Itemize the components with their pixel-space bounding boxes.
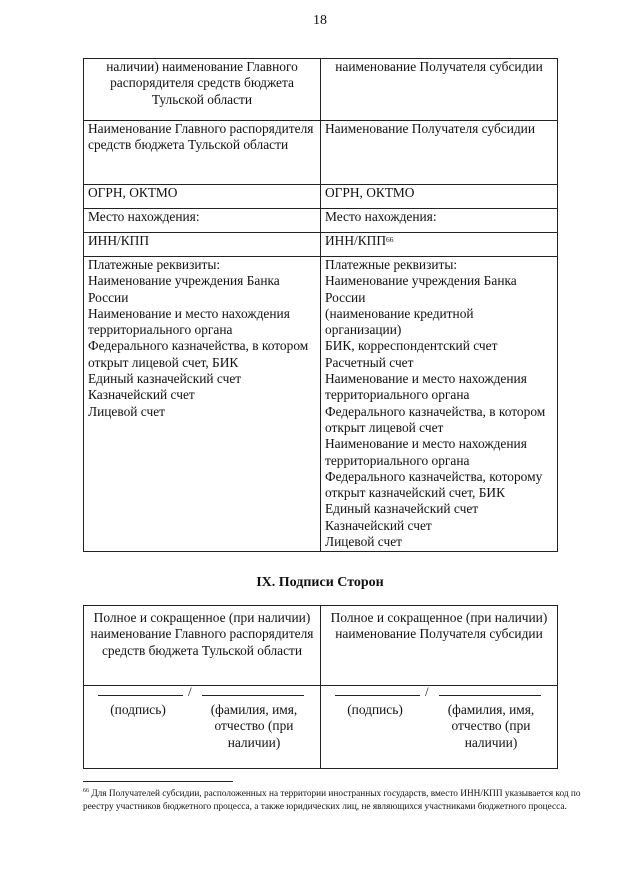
payment-line: Платежные реквизиты: <box>88 257 221 272</box>
payment-line: Казначейский счет <box>88 387 195 403</box>
footnote-marker: 66 <box>83 788 89 794</box>
right-payment-cell <box>321 257 558 552</box>
header-right-cell: наименование Получателя субсидии <box>321 59 558 121</box>
payment-line: Единый казначейский счет <box>325 501 479 517</box>
left-payment-cell <box>84 257 321 552</box>
table-row <box>84 606 558 686</box>
payment-line: Наименование учреждения Банка России <box>88 273 280 305</box>
payment-line: Наименование и место нахождения территориального органа Федерального казначейства, в котором открыт лицевой счет <box>325 371 546 435</box>
left-inn-cell: ИНН/КПП <box>84 233 321 257</box>
name-line <box>439 695 541 696</box>
signature-line <box>98 695 183 696</box>
right-inn-cell <box>321 233 558 257</box>
payment-line: Наименование и место нахождения территориального органа Федерального казначейства, в котором открыт лицевой счет, БИК <box>88 305 309 370</box>
table-row <box>84 59 558 121</box>
right-name-cell: Наименование Получателя субсидии <box>321 121 558 185</box>
signature-area <box>325 686 553 768</box>
left-location-cell: Место нахождения: <box>84 209 321 233</box>
section-title: IX. Подписи Сторон <box>256 575 384 590</box>
table-row <box>84 257 558 552</box>
signature-cell-left <box>84 686 321 769</box>
signature-line <box>335 695 420 696</box>
payment-line: Казначейский счет <box>325 517 432 533</box>
payment-line: Лицевой счет <box>88 403 166 419</box>
payment-line: Наименование и место нахождения территориального органа Федерального казначейства, которому открыт казначейский счет, БИК <box>325 436 543 501</box>
footnote-reference: 66 <box>386 235 394 244</box>
footnote <box>83 785 583 814</box>
table-row <box>84 233 558 257</box>
left-name-cell: Наименование Главного распорядителя средств бюджета Тульской области <box>84 121 321 185</box>
payment-line: (наименование кредитной организации) <box>325 305 474 338</box>
signature-caption: (подпись) <box>110 702 166 717</box>
requisites-table <box>83 58 558 552</box>
table-row <box>84 686 558 769</box>
right-location-cell: Место нахождения: <box>321 209 558 233</box>
payment-line: Единый казначейский счет <box>88 371 242 387</box>
footnote-text: Для Получателей субсидии, расположенных на территории иностранных государств, вместо ИНН/КПП указывается код по реестру участников бюджетного процесса, а также юридических лиц, не являющихся участниками бюджетного процесса. <box>83 789 581 813</box>
name-caption: (фамилия, имя, отчество (при наличии) <box>447 702 535 750</box>
right-inn-text: ИНН/КПП <box>325 233 387 248</box>
left-ogrn-cell: ОГРН, ОКТМО <box>84 185 321 209</box>
payment-line: Наименование учреждения Банка России <box>325 273 517 305</box>
signature-header-left: Полное и сокращенное (при наличии) наименование Главного распорядителя средств бюджета Тульской области <box>84 606 321 686</box>
signature-table <box>83 605 558 769</box>
signature-cell-right <box>321 686 558 769</box>
payment-line: Расчетный счет <box>325 354 414 370</box>
payment-line: Лицевой счет <box>325 534 403 550</box>
signature-area <box>88 686 316 768</box>
name-line <box>202 695 304 696</box>
table-row <box>84 121 558 185</box>
payment-line: Платежные реквизиты: <box>325 257 458 272</box>
signature-caption: (подпись) <box>347 702 403 717</box>
name-caption: (фамилия, имя, отчество (при наличии) <box>210 702 298 750</box>
table-row <box>84 209 558 233</box>
slash: / <box>188 684 192 699</box>
payment-line: БИК, корреспондентский счет <box>325 338 498 354</box>
signature-header-right: Полное и сокращенное (при наличии) наименование Получателя субсидии <box>321 606 558 686</box>
slash: / <box>425 684 429 699</box>
right-ogrn-cell: ОГРН, ОКТМО <box>321 185 558 209</box>
header-left-cell: наличии) наименование Главного распорядителя средств бюджета Тульской области <box>84 59 321 121</box>
page-number: 18 <box>313 13 327 28</box>
table-row <box>84 185 558 209</box>
footnote-rule <box>83 781 233 782</box>
